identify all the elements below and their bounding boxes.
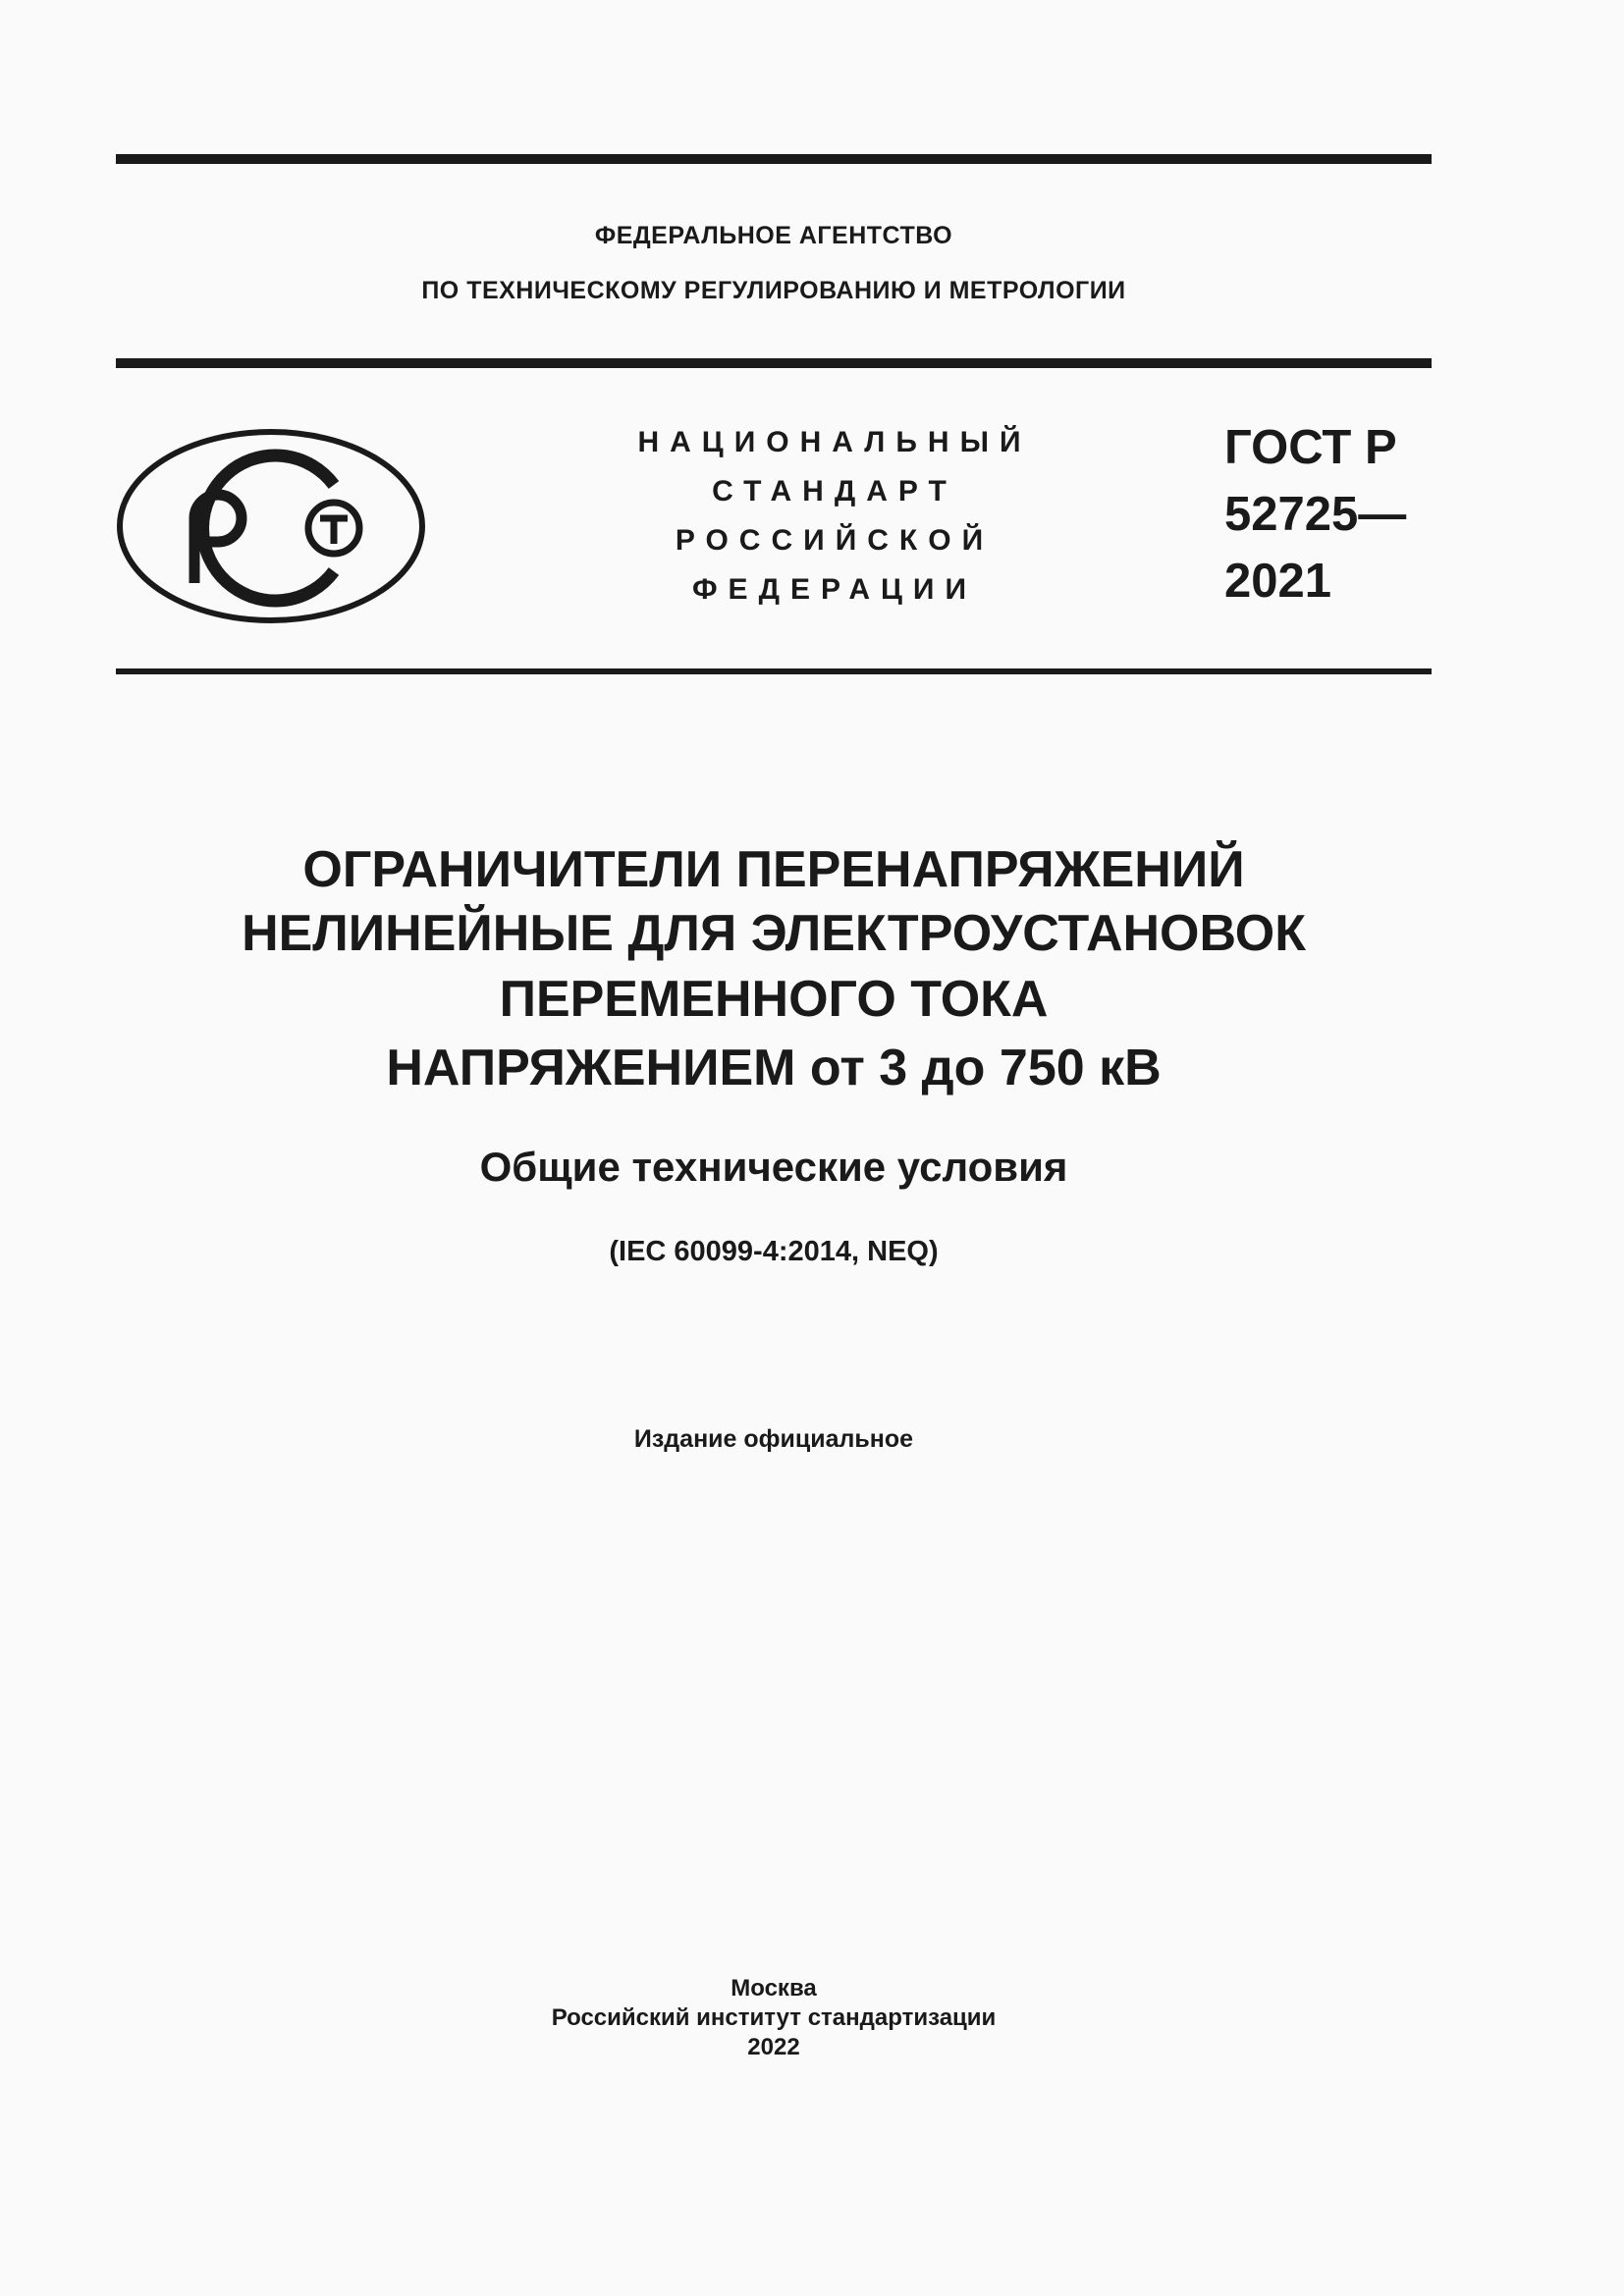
national-standard-line2: СТАНДАРТ [712,475,957,507]
document-title-line1: ОГРАНИЧИТЕЛИ ПЕРЕНАПРЯЖЕНИЙ [302,841,1245,898]
standard-code-line1: ГОСТ Р [1224,421,1397,474]
middle-rule [116,358,1432,368]
document-title-line2: НЕЛИНЕЙНЫЕ ДЛЯ ЭЛЕКТРОУСТАНОВОК [242,905,1306,962]
international-equivalence: (IEC 60099-4:2014, NEQ) [609,1236,939,1267]
national-standard-line4: ФЕДЕРАЦИИ [691,573,978,606]
top-rule [116,154,1432,164]
document-subtitle: Общие технические условия [479,1144,1068,1190]
national-standard-line1: НАЦИОНАЛЬНЫЙ [637,426,1032,458]
publisher-name: Российский институт стандартизации [551,2004,997,2031]
rst-mark-icon [116,428,426,624]
national-standard-line3: РОССИЙСКОЙ [675,524,995,557]
standard-code-line3: 2021 [1224,555,1332,608]
edition-note: Издание официальное [633,1425,914,1453]
standard-code-line2: 52725— [1224,488,1407,541]
document-title-line4: НАПРЯЖЕНИЕМ от 3 до 750 кВ [386,1040,1162,1096]
publication-year: 2022 [747,2034,800,2060]
document-title-line3: ПЕРЕМЕННОГО ТОКА [499,971,1049,1028]
agency-name-line2: ПО ТЕХНИЧЕСКОМУ РЕГУЛИРОВАНИЮ И МЕТРОЛОГИИ [421,277,1126,304]
publisher-city: Москва [731,1975,817,2002]
bottom-rule [116,668,1432,674]
agency-name-line1: ФЕДЕРАЛЬНОЕ АГЕНТСТВО [594,222,953,249]
